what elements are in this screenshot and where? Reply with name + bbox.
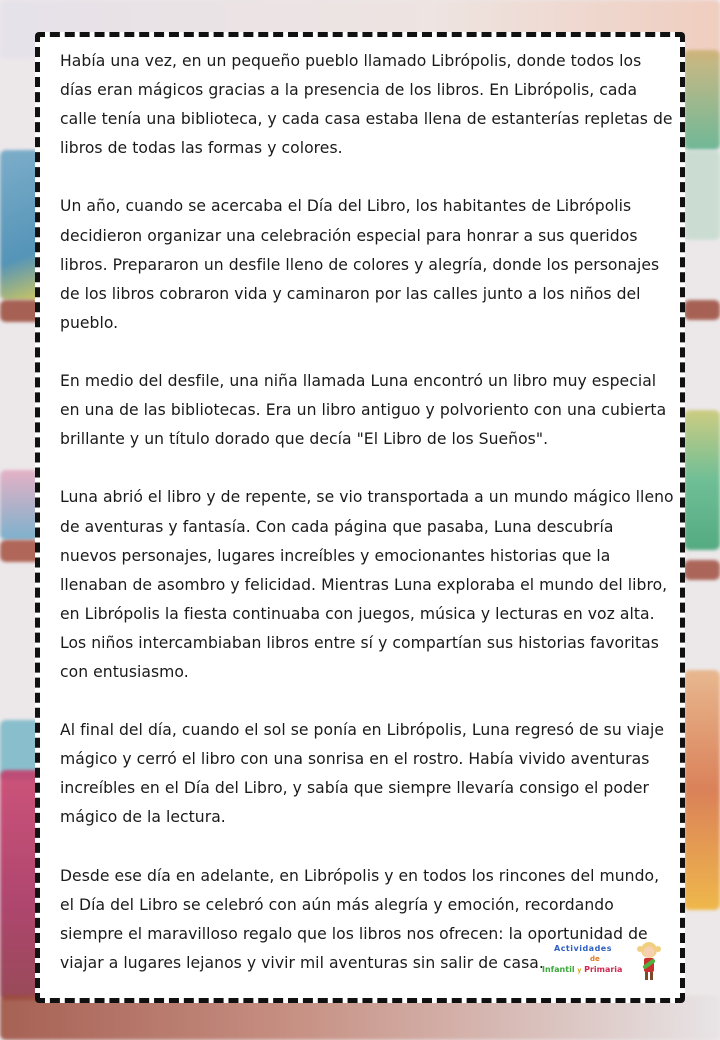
paragraph-1: Había una vez, en un pequeño pueblo llamado Librópolis, donde todos los días eran mágicos gracias a la presencia de los libros. En Librópolis, cada calle tenía una biblioteca, y cada casa estaba llena de estanterías repletas de libros de todas las formas y colores. <box>60 52 673 158</box>
brand-logo <box>542 940 662 990</box>
logo-line-1: Actividades <box>554 944 612 953</box>
paragraph-6: Desde ese día en adelante, en Librópolis y en todos los rincones del mundo, el Día del Libro se celebró con aún más alegría y emoción, recordando siempre el maravilloso regalo que los libros nos ofrecen: la oportunidad de viajar a lugares lejanos y vivir mil aventuras sin salir de casa. <box>60 866 660 972</box>
logo-line-3: Infantil y Primaria <box>542 965 623 974</box>
story-card <box>35 32 685 1003</box>
paragraph-4: Luna abrió el libro y de repente, se vio transportada a un mundo mágico lleno de aventuras y fantasía. Con cada página que pasaba, Luna descubría nuevos personajes, lugares increíbles y emocionantes historias que la llenaban de asombro y felicidad. Mientras Luna exploraba el mundo del libro, en Librópolis la fiesta continuaba con juegos, música y lecturas en voz alta. Los niños intercambiaban libros entre sí y compartían sus historias favoritas con entusiasmo. <box>60 488 674 681</box>
paragraph-5: Al final del día, cuando el sol se ponía en Librópolis, Luna regresó de su viaje mágico y cerró el libro con una sonrisa en el rostro. Había vivido aventuras increíbles en el Día del Libro, y sabía que siempre llevaría consigo el poder mágico de la lectura. <box>60 721 665 827</box>
paragraph-2: Un año, cuando se acercaba el Día del Libro, los habitantes de Librópolis decidieron organizar una celebración especial para honrar a sus queridos libros. Prepararon un desfile lleno de colores y alegría, donde los personajes de los libros cobraron vida y caminaron por las calles junto a los niños del pueblo. <box>60 197 660 332</box>
story-text <box>60 47 675 1007</box>
logo-line-2: de <box>590 955 600 963</box>
paragraph-3: En medio del desfile, una niña llamada Luna encontró un libro muy especial en una de las bibliotecas. Era un libro antiguo y polvoriento con una cubierta brillante y un título dorado que decía "El Libro de los Sueños". <box>60 372 667 449</box>
child-mascot-icon <box>636 940 662 984</box>
